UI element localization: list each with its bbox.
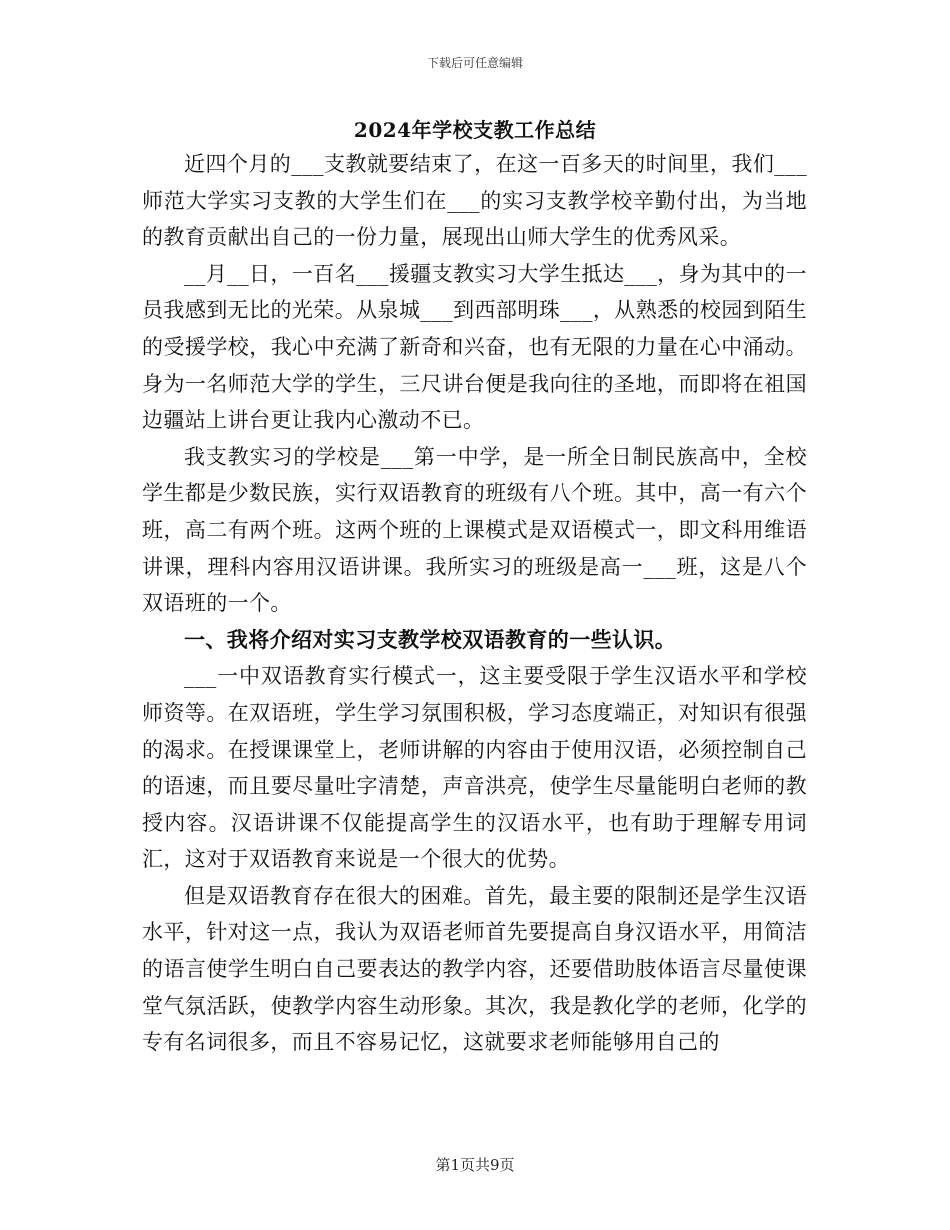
- paragraph-school: 我支教实习的学校是___第一中学，是一所全日制民族高中，全校学生都是少数民族，实行双语教育的班级有八个班。其中，高一有六个班，高二有两个班。这两个班的上课模式是双语模式一，即文科用维语讲课，理科内容用汉语讲课。我所实习的班级是高一___班，这是八个双语班的一个。: [142, 444, 807, 616]
- page-footer: 第1页共9页: [435, 1156, 515, 1174]
- paragraph-difficulties: 但是双语教育存在很大的困难。首先，最主要的限制还是学生汉语水平，针对这一点，我认为双语老师首先要提高自身汉语水平，用简洁的语言使学生明白自己要表达的教学内容，还要借助肢体语言尽量使课堂气氛活跃，使教学内容生动形象。其次，我是教化学的老师，化学的专有名词很多，而且不容易记忆，这就要求老师能够用自己的: [142, 883, 807, 1055]
- header-note: 下载后可任意编辑: [426, 56, 523, 70]
- paragraph-bilingual-mode: ___一中双语教育实行模式一，这主要受限于学生汉语水平和学校师资等。在双语班，学生学习氛围积极，学习态度端正，对知识有很强的渴求。在授课课堂上，老师讲解的内容由于使用汉语，必须控制自己的语速，而且要尽量吐字清楚，声音洪亮，使学生尽量能明白老师的教授内容。汉语讲课不仅能提高学生的汉语水平，也有助于理解专用词汇，这对于双语教育来说是一个很大的优势。: [142, 664, 807, 872]
- document-title: 2024年学校支教工作总结: [353, 118, 597, 142]
- document-body: [142, 146, 807, 1061]
- section-heading-1: 一、我将介绍对实习支教学校双语教育的一些认识。: [184, 626, 677, 652]
- paragraph-arrival: __月__日，一百名___援疆支教实习大学生抵达___，身为其中的一员我感到无比的光荣。从泉城___到西部明珠___，从熟悉的校园到陌生的受援学校，我心中充满了新奇和兴奋，也有无限的力量在心中涌动。身为一名师范大学的学生，三尺讲台便是我向往的圣地，而即将在祖国边疆站上讲台更让我内心激动不已。: [142, 261, 807, 433]
- paragraph-intro: 近四个月的___支教就要结束了，在这一百多天的时间里，我们___师范大学实习支教的大学生们在___的实习支教学校辛勤付出，为当地的教育贡献出自己的一份力量，展现出山师大学生的优秀风采。: [142, 152, 807, 250]
